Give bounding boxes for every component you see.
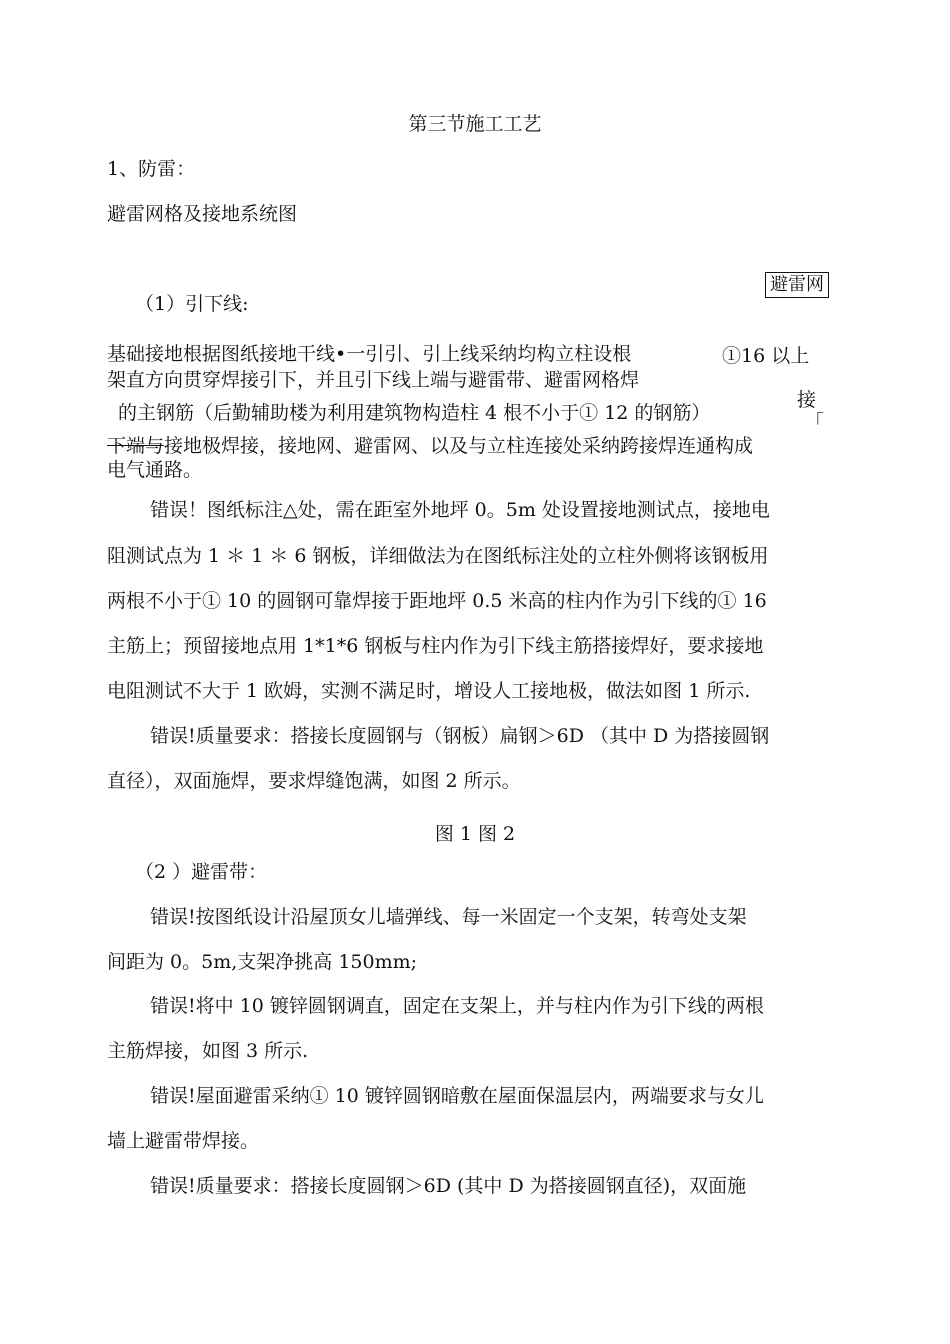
figure-caption-grounding-system: 避雷网格及接地系统图	[107, 203, 298, 225]
figure-label-lightning-net: 避雷网	[765, 272, 829, 298]
paragraph-line: 主筋焊接，如图 3 所示.	[107, 1040, 309, 1062]
paragraph-line: 基础接地根据图纸接地干线•一引引、引上线采纳均构立柱设根	[107, 343, 632, 365]
paragraph-line: 墙上避雷带焊接。	[107, 1130, 260, 1152]
side-note: 「	[805, 411, 825, 433]
paragraph-line: 的主钢筋（后勤辅助楼为利用建筑物构造柱 4 根不小于① 12 的钢筋）	[118, 402, 711, 424]
figure-caption-fig1-fig2: 图 1 图 2	[434, 823, 516, 845]
paragraph-line: 错误!质量要求：搭接长度圆钢与（钢板）扁钢＞6D （其中 D 为搭接圆钢	[150, 725, 770, 747]
paragraph-line: 错误!质量要求：搭接长度圆钢＞6D (其中 D 为搭接圆钢直径)，双面施	[150, 1175, 747, 1197]
paragraph-line-struck: 下端与	[107, 435, 165, 457]
paragraph-line: 错误!按图纸设计沿屋顶女儿墙弹线、每一米固定一个支架，转弯处支架	[150, 906, 747, 928]
paragraph-line: 错误!屋面避雷采纳① 10 镀锌圆钢暗敷在屋面保温层内，两端要求与女儿	[150, 1085, 764, 1107]
paragraph-line: 错误!将中 10 镀锌圆钢调直，固定在支架上，并与柱内作为引下线的两根	[150, 995, 764, 1017]
paragraph-line: 架直方向贯穿焊接引下，并且引下线上端与避雷带、避雷网格焊	[107, 369, 640, 391]
paragraph-line: 电阻测试不大于 1 欧姆，实测不满足时，增设人工接地极，做法如图 1 所示.	[107, 680, 751, 702]
subheading-lightning-belt: （2 ）避雷带：	[135, 861, 268, 883]
paragraph-line: 电气通路。	[107, 459, 203, 481]
paragraph-line: 阻测试点为 1 ＊ 1 ＊ 6 钢板，详细做法为在图纸标注处的立柱外侧将该钢板用	[107, 545, 769, 567]
section-heading-lightning: 1、防雷：	[107, 158, 196, 180]
paragraph-line: 错误！图纸标注△处，需在距室外地坪 0。5m 处设置接地测试点，接地电	[150, 499, 770, 521]
paragraph-line: 主筋上；预留接地点用 1*1*6 钢板与柱内作为引下线主筋搭接焊好，要求接地	[107, 635, 764, 657]
paragraph-line: 接地极焊接，接地网、避雷网、以及与立柱连接处采纳跨接焊连通构成	[164, 435, 754, 457]
side-note: ①16 以上	[722, 345, 810, 367]
paragraph-line: 两根不小于① 10 的圆钢可靠焊接于距地坪 0.5 米高的柱内作为引下线的① 16	[107, 590, 767, 612]
subheading-down-conductor: （1）引下线:	[135, 293, 249, 315]
side-note: 接	[797, 389, 817, 411]
paragraph-line: 间距为 0。5m,支架净挑高 150mm;	[107, 951, 418, 973]
paragraph-line: 直径），双面施焊，要求焊缝饱满，如图 2 所示。	[107, 770, 521, 792]
page-title: 第三节施工工艺	[408, 113, 542, 135]
